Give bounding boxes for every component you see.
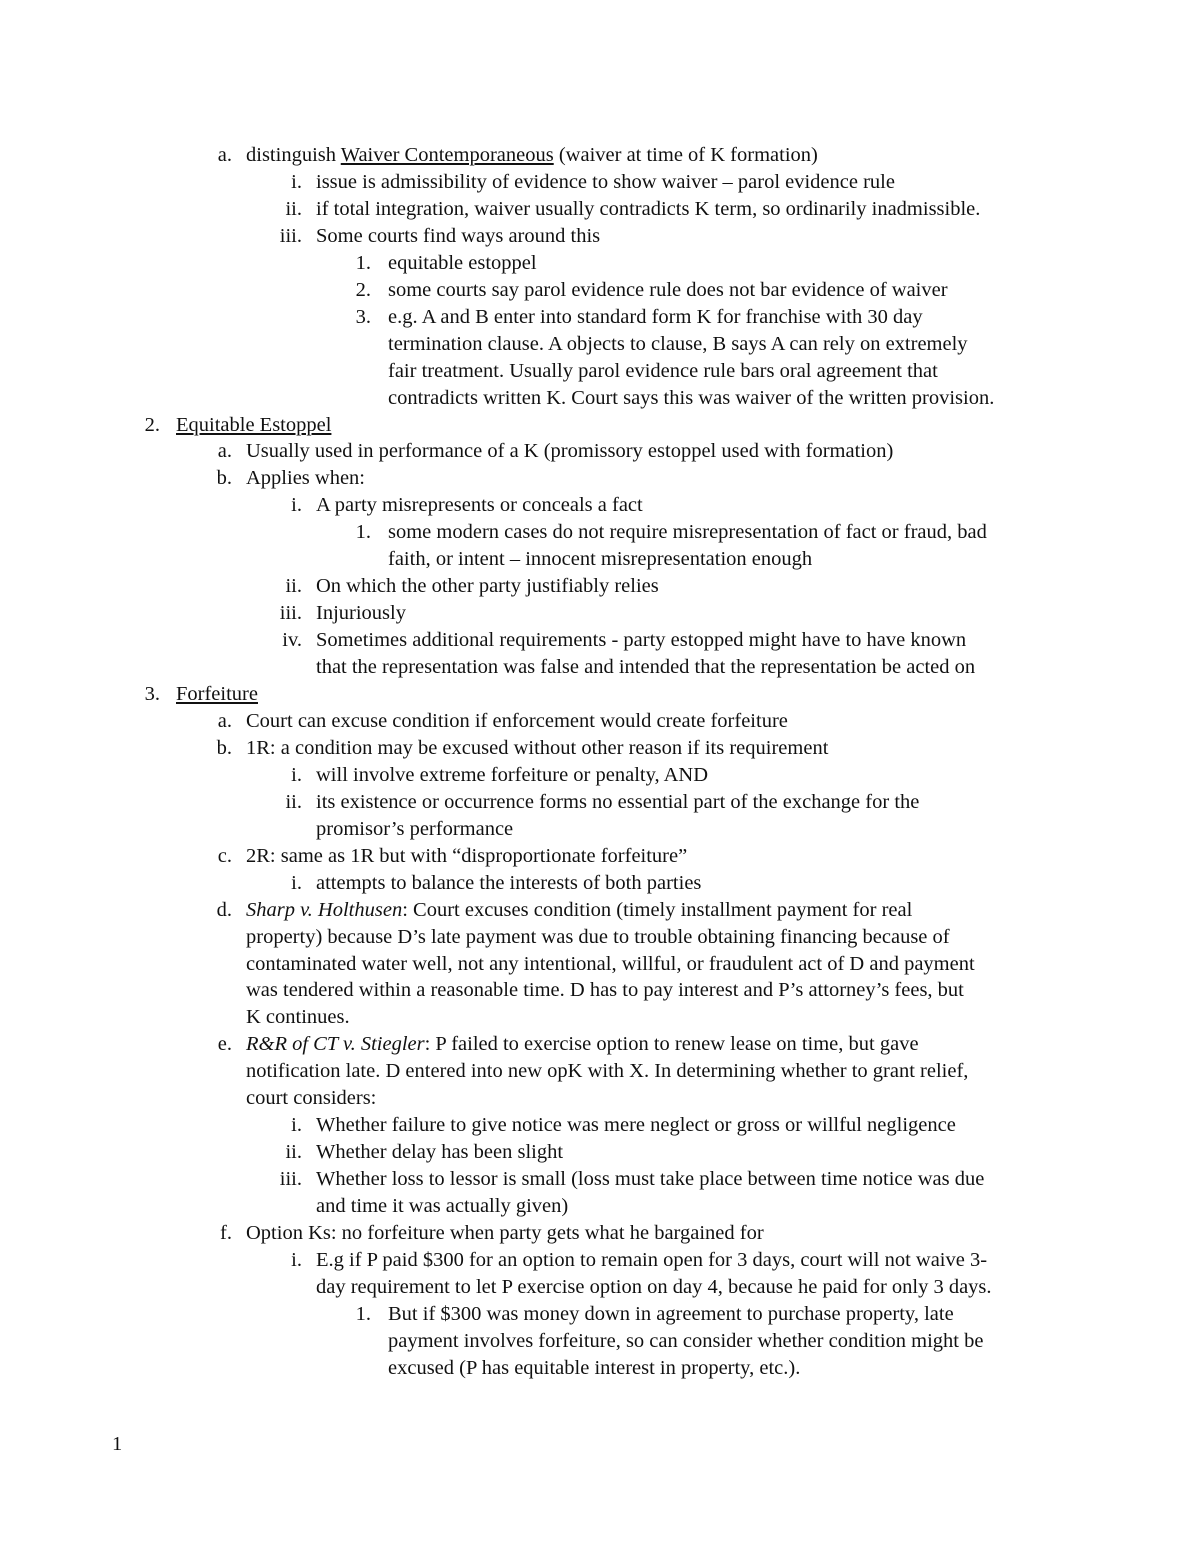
list-marker: ii. <box>285 197 302 220</box>
text-run: that the representation was false and intended that the representation be acted on <box>316 656 976 679</box>
list-marker: i. <box>291 763 302 786</box>
outline-text <box>388 250 537 277</box>
text-run: court considers: <box>246 1087 377 1110</box>
outline-text <box>388 1328 983 1355</box>
outline-text <box>316 573 659 600</box>
text-run: Sometimes additional requirements - party estopped might have to have known <box>316 629 967 652</box>
text-run: 2R: same as 1R but with “disproportionate forfeiture” <box>246 844 688 867</box>
list-marker: f. <box>220 1222 232 1244</box>
text-run: promisor’s performance <box>316 817 514 840</box>
list-marker: a. <box>217 144 232 166</box>
text-run: and time it was actually given) <box>316 1195 569 1218</box>
outline-text <box>388 519 987 546</box>
page-number: 1 <box>112 1433 123 1455</box>
outline-text <box>388 546 812 573</box>
text-run: A party misrepresents or conceals a fact <box>316 494 643 517</box>
list-marker: 3. <box>355 305 371 328</box>
text-run: (waiver at time of K formation) <box>553 144 818 166</box>
outline-text <box>316 1166 984 1193</box>
outline-text <box>316 789 919 816</box>
heading-underlined: Equitable Estoppel <box>176 413 332 436</box>
outline-text <box>246 1058 968 1085</box>
outline-text <box>316 1193 568 1220</box>
outline-text <box>246 924 950 951</box>
text-run: was tendered within a reasonable time. D has to pay interest and P’s attorney’s fees, but <box>246 979 964 1002</box>
outline-text <box>246 1085 376 1112</box>
list-marker: 1. <box>355 1302 371 1325</box>
outline-text <box>388 1355 800 1382</box>
text-run: Whether loss to lessor is small (loss must take place between time notice was due <box>316 1168 985 1191</box>
text-run: : P failed to exercise option to renew lease on time, but gave <box>424 1033 919 1056</box>
list-marker: c. <box>217 844 232 867</box>
list-marker: b. <box>216 736 232 759</box>
list-marker: d. <box>216 898 232 921</box>
text-run: Injuriously <box>316 602 406 625</box>
text-run: termination clause. A objects to clause, B says A can rely on extremely <box>388 332 968 355</box>
text-run: issue is admissibility of evidence to show waiver – parol evidence rule <box>316 170 895 193</box>
list-marker: i. <box>291 1248 302 1271</box>
text-run: But if $300 was money down in agreement to purchase property, late <box>388 1302 954 1325</box>
text-run: fair treatment. Usually parol evidence rule bars oral agreement that <box>388 359 938 382</box>
list-marker: i. <box>291 170 302 193</box>
text-run: contradicts written K. Court says this was waiver of the written provision. <box>388 386 995 409</box>
text-run: distinguish <box>246 144 341 166</box>
text-run: Some courts find ways around this <box>316 224 601 247</box>
outline-text <box>246 977 964 1004</box>
outline-text <box>388 1301 954 1328</box>
list-marker: iii. <box>279 1168 302 1191</box>
text-run: notification late. D entered into new opK with X. In determining whether to grant relief, <box>246 1060 969 1083</box>
outline-text <box>316 169 895 196</box>
list-marker: iii. <box>279 224 302 247</box>
text-run: Court can excuse condition if enforcement would create forfeiture <box>246 709 788 732</box>
outline-text <box>246 735 828 762</box>
outline-text <box>246 897 912 924</box>
outline-text <box>316 654 975 681</box>
outline-text <box>246 1220 764 1247</box>
text-run: Whether failure to give notice was mere neglect or gross or willful negligence <box>316 1114 956 1137</box>
text-run: will involve extreme forfeiture or penalty, AND <box>316 763 709 786</box>
outline-text <box>388 331 968 358</box>
list-marker: i. <box>291 1114 302 1137</box>
text-run: faith, or intent – innocent misrepresentation enough <box>388 548 813 571</box>
outline-text <box>176 412 331 439</box>
outline-text <box>388 304 923 331</box>
text-run: some courts say parol evidence rule does not bar evidence of waiver <box>388 278 948 301</box>
text-run: Usually used in performance of a K (promissory estoppel used with formation) <box>246 440 894 463</box>
list-marker: 2. <box>355 278 371 301</box>
list-marker: a. <box>217 709 232 732</box>
outline-text <box>246 1004 350 1031</box>
text-run: Whether delay has been slight <box>316 1141 564 1164</box>
text-run: some modern cases do not require misrepresentation of fact or fraud, bad <box>388 521 987 544</box>
outline-text <box>246 142 818 169</box>
list-marker: i. <box>291 494 302 517</box>
outline-text <box>246 843 687 870</box>
text-run: e.g. A and B enter into standard form K for franchise with 30 day <box>388 305 923 328</box>
text-run: equitable estoppel <box>388 251 537 274</box>
outline-text <box>176 681 258 708</box>
text-run: payment involves forfeiture, so can consider whether condition might be <box>388 1329 984 1352</box>
text-run: 1R: a condition may be excused without other reason if its requirement <box>246 736 829 759</box>
outline-text <box>316 1274 992 1301</box>
list-marker: ii. <box>285 1141 302 1164</box>
text-run: excused (P has equitable interest in property, etc.). <box>388 1356 801 1379</box>
text-run: attempts to balance the interests of both parties <box>316 871 702 894</box>
outline-text <box>316 762 708 789</box>
list-marker: 1. <box>355 521 371 544</box>
outline-text <box>316 492 643 519</box>
text-run: if total integration, waiver usually contradicts K term, so ordinarily inadmissible. <box>316 197 981 220</box>
outline-text <box>316 1139 563 1166</box>
outline-text <box>246 438 893 465</box>
list-marker: ii. <box>285 575 302 598</box>
heading-underlined: Waiver Contemporaneous <box>340 144 554 166</box>
list-marker: 2. <box>144 413 160 436</box>
outline-text <box>246 1031 919 1058</box>
text-run: On which the other party justifiably relies <box>316 575 659 598</box>
text-run: : Court excuses condition (timely installment payment for real <box>402 898 913 921</box>
list-marker: iv. <box>282 629 302 652</box>
outline-text <box>246 951 975 978</box>
outline-text <box>316 196 980 223</box>
outline-text <box>316 223 600 250</box>
outline-text <box>388 385 994 412</box>
list-marker: e. <box>217 1033 232 1056</box>
text-run: K continues. <box>246 1006 350 1029</box>
outline-text <box>316 1112 956 1139</box>
list-marker: i. <box>291 871 302 894</box>
outline-text <box>388 277 948 304</box>
text-run: Applies when: <box>246 467 365 490</box>
list-marker: 3. <box>144 683 160 705</box>
outline-text <box>246 465 365 492</box>
text-run: property) because D’s late payment was due to trouble obtaining financing because of <box>246 925 950 948</box>
list-marker: iii. <box>279 602 302 625</box>
text-run: Option Ks: no forfeiture when party gets what he bargained for <box>246 1222 764 1244</box>
outline-text <box>316 816 513 843</box>
outline-text <box>388 358 938 385</box>
list-marker: ii. <box>285 790 302 813</box>
list-marker: b. <box>216 467 232 490</box>
text-run: day requirement to let P exercise option on day 4, because he paid for only 3 days. <box>316 1275 992 1298</box>
outline-text <box>316 1247 987 1274</box>
case-name-italic: R&R of CT v. Stiegler <box>246 1033 425 1056</box>
outline-text <box>316 627 966 654</box>
outline-text <box>246 708 788 735</box>
outline-text <box>316 600 406 627</box>
outline-text <box>316 870 701 897</box>
list-marker: 1. <box>355 251 371 274</box>
text-run: E.g if P paid $300 for an option to remain open for 3 days, court will not waive 3- <box>316 1248 988 1271</box>
heading-underlined: Forfeiture <box>176 683 258 705</box>
case-name-italic: Sharp v. Holthusen <box>246 898 403 921</box>
text-run: its existence or occurrence forms no essential part of the exchange for the <box>316 790 920 813</box>
list-marker: a. <box>217 440 232 463</box>
text-run: contaminated water well, not any intentional, willful, or fraudulent act of D and payment <box>246 952 975 975</box>
